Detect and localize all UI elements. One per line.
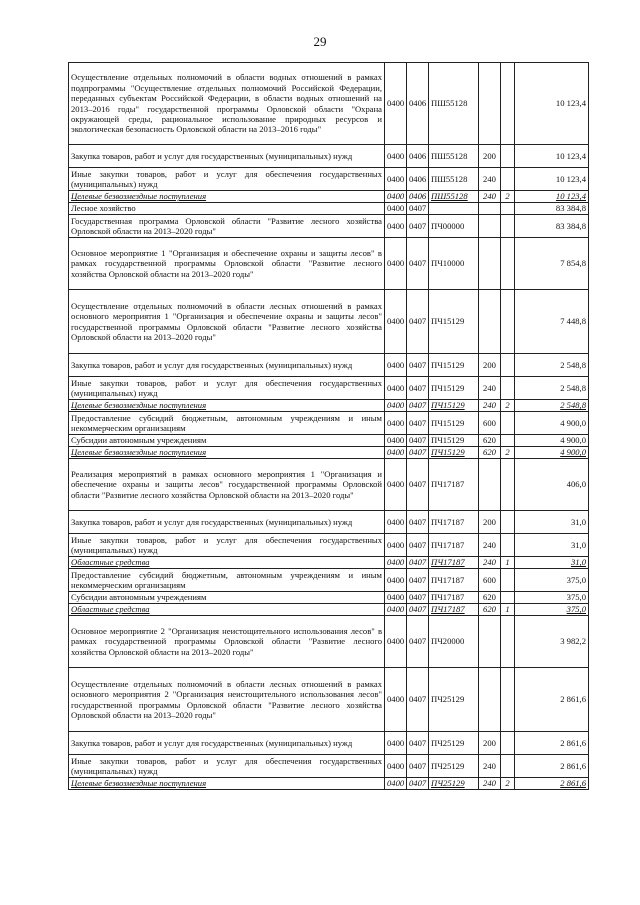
- target-article-code: ПЧ15129: [429, 377, 479, 400]
- target-article-code: ПЧ25129: [429, 732, 479, 755]
- amount-value: 10 123,4: [515, 168, 589, 191]
- amount-value: 4 900,0: [515, 412, 589, 435]
- row-description: Лесное хозяйство: [69, 203, 385, 215]
- funding-source-code: [501, 168, 515, 191]
- table-row: [69, 511, 589, 534]
- funding-source-code: [501, 592, 515, 604]
- row-description: Иные закупки товаров, работ и услуг для обеспечения государственных (муниципальных) нужд: [69, 377, 385, 400]
- row-description: Осуществление отдельных полномочий в области водных отношений в рамках подпрограммы "Осуществление отдельных полномочий Российской Федерации, переданных субъектам Российской Федерации, в области водных отношений на 2013–2016 годы" государственной программы Орловской области "Охрана окружающей среды, рациональное использование природных ресурсов и экологическая безопасность Орловской области на 2013–2016 годы": [69, 63, 385, 145]
- funding-source-code: [501, 534, 515, 557]
- row-description: Реализация мероприятий в рамках основного мероприятия 1 "Организация и обеспечение охраны и защиты лесов" государственной программы Орловской области "Развитие лесного хозяйства Орловской области на 2013–2020 годы": [69, 459, 385, 511]
- table-row: [69, 400, 589, 412]
- amount-value: 31,0: [515, 511, 589, 534]
- target-article-code: ПЧ15129: [429, 412, 479, 435]
- row-description: Целевые безвозмездные поступления: [69, 191, 385, 203]
- subsection-code: 0407: [407, 592, 429, 604]
- amount-value: 375,0: [515, 592, 589, 604]
- target-article-code: ПЧ17187: [429, 592, 479, 604]
- amount-value: 7 854,8: [515, 238, 589, 290]
- funding-source-code: [501, 145, 515, 168]
- table-row: [69, 557, 589, 569]
- row-description: Целевые безвозмездные поступления: [69, 778, 385, 790]
- row-description: Осуществление отдельных полномочий в области лесных отношений в рамках основного мероприятия 1 "Организация и обеспечение охраны и защиты лесов" государственной программы Орловской области "Развитие лесного хозяйства Орловской области на 2013–2020 годы": [69, 290, 385, 354]
- target-article-code: ПЧ17187: [429, 557, 479, 569]
- table-row: [69, 354, 589, 377]
- section-code: 0400: [385, 459, 407, 511]
- table-row: [69, 534, 589, 557]
- subsection-code: 0407: [407, 604, 429, 616]
- amount-value: 4 900,0: [515, 447, 589, 459]
- amount-value: 31,0: [515, 534, 589, 557]
- target-article-code: ПЧ15129: [429, 435, 479, 447]
- expense-type-code: [479, 215, 501, 238]
- subsection-code: 0407: [407, 377, 429, 400]
- section-code: 0400: [385, 755, 407, 778]
- table-row: [69, 616, 589, 668]
- subsection-code: 0407: [407, 459, 429, 511]
- target-article-code: ПЧ15129: [429, 400, 479, 412]
- table-row: [69, 290, 589, 354]
- expense-type-code: 200: [479, 511, 501, 534]
- amount-value: 2 861,6: [515, 778, 589, 790]
- subsection-code: 0407: [407, 400, 429, 412]
- section-code: 0400: [385, 592, 407, 604]
- subsection-code: 0407: [407, 534, 429, 557]
- funding-source-code: [501, 511, 515, 534]
- row-description: Целевые безвозмездные поступления: [69, 447, 385, 459]
- target-article-code: ПШ55128: [429, 63, 479, 145]
- section-code: 0400: [385, 557, 407, 569]
- funding-source-code: [501, 203, 515, 215]
- target-article-code: ПЧ17187: [429, 534, 479, 557]
- funding-source-code: [501, 63, 515, 145]
- target-article-code: ПЧ20000: [429, 616, 479, 668]
- section-code: 0400: [385, 238, 407, 290]
- table-row: [69, 778, 589, 790]
- expense-type-code: 200: [479, 354, 501, 377]
- funding-source-code: [501, 412, 515, 435]
- amount-value: 2 548,8: [515, 354, 589, 377]
- expense-type-code: 620: [479, 435, 501, 447]
- subsection-code: 0406: [407, 145, 429, 168]
- subsection-code: 0406: [407, 191, 429, 203]
- target-article-code: ПЧ15129: [429, 447, 479, 459]
- row-description: Субсидии автономным учреждениям: [69, 435, 385, 447]
- row-description: Основное мероприятие 1 "Организация и обеспечение охраны и защиты лесов" в рамках государственной программы Орловской области "Развитие лесного хозяйства Орловской области на 2013–2020 годы": [69, 238, 385, 290]
- subsection-code: 0407: [407, 203, 429, 215]
- target-article-code: ПЧ17187: [429, 569, 479, 592]
- expense-type-code: [479, 459, 501, 511]
- subsection-code: 0407: [407, 354, 429, 377]
- section-code: 0400: [385, 732, 407, 755]
- amount-value: 2 548,8: [515, 400, 589, 412]
- target-article-code: ПЧ00000: [429, 215, 479, 238]
- expense-type-code: 240: [479, 755, 501, 778]
- expense-type-code: [479, 668, 501, 732]
- expense-type-code: 620: [479, 592, 501, 604]
- target-article-code: ПЧ25129: [429, 755, 479, 778]
- subsection-code: 0407: [407, 616, 429, 668]
- table-row: [69, 732, 589, 755]
- expense-type-code: 240: [479, 778, 501, 790]
- subsection-code: 0406: [407, 168, 429, 191]
- target-article-code: ПЧ10000: [429, 238, 479, 290]
- funding-source-code: [501, 290, 515, 354]
- section-code: 0400: [385, 435, 407, 447]
- table-row: [69, 377, 589, 400]
- amount-value: 7 448,8: [515, 290, 589, 354]
- section-code: 0400: [385, 412, 407, 435]
- expense-type-code: 240: [479, 400, 501, 412]
- funding-source-code: 1: [501, 604, 515, 616]
- subsection-code: 0407: [407, 557, 429, 569]
- subsection-code: 0407: [407, 569, 429, 592]
- target-article-code: ПЧ15129: [429, 290, 479, 354]
- target-article-code: ПШ55128: [429, 168, 479, 191]
- section-code: 0400: [385, 569, 407, 592]
- amount-value: 83 384,8: [515, 203, 589, 215]
- funding-source-code: 2: [501, 778, 515, 790]
- funding-source-code: [501, 435, 515, 447]
- amount-value: 2 861,6: [515, 732, 589, 755]
- target-article-code: ПЧ17187: [429, 459, 479, 511]
- table-row: [69, 668, 589, 732]
- page-number: 29: [313, 34, 327, 49]
- section-code: 0400: [385, 377, 407, 400]
- target-article-code: ПШ55128: [429, 191, 479, 203]
- section-code: 0400: [385, 668, 407, 732]
- expense-type-code: 620: [479, 447, 501, 459]
- section-code: 0400: [385, 534, 407, 557]
- subsection-code: 0407: [407, 732, 429, 755]
- table-row: [69, 168, 589, 191]
- expense-type-code: 240: [479, 534, 501, 557]
- section-code: 0400: [385, 145, 407, 168]
- section-code: 0400: [385, 354, 407, 377]
- amount-value: 10 123,4: [515, 63, 589, 145]
- target-article-code: [429, 203, 479, 215]
- amount-value: 375,0: [515, 569, 589, 592]
- subsection-code: 0407: [407, 668, 429, 732]
- funding-source-code: 2: [501, 447, 515, 459]
- subsection-code: 0407: [407, 412, 429, 435]
- subsection-code: 0407: [407, 215, 429, 238]
- funding-source-code: [501, 668, 515, 732]
- target-article-code: ПШ55128: [429, 145, 479, 168]
- section-code: 0400: [385, 447, 407, 459]
- amount-value: 375,0: [515, 604, 589, 616]
- expense-type-code: 240: [479, 377, 501, 400]
- table-row: [69, 215, 589, 238]
- row-description: Предоставление субсидий бюджетным, автономным учреждениям и иным некоммерческим организациям: [69, 412, 385, 435]
- table-row: [69, 447, 589, 459]
- expense-type-code: [479, 616, 501, 668]
- row-description: Областные средства: [69, 604, 385, 616]
- amount-value: 10 123,4: [515, 145, 589, 168]
- row-description: Осуществление отдельных полномочий в области лесных отношений в рамках основного мероприятия 2 "Организация неистощительного использования лесов" государственной программы Орловской области "Развитие лесного хозяйства Орловской области на 2013–2020 годы": [69, 668, 385, 732]
- row-description: Областные средства: [69, 557, 385, 569]
- expense-type-code: [479, 290, 501, 354]
- expense-type-code: [479, 63, 501, 145]
- expense-type-code: 200: [479, 732, 501, 755]
- amount-value: 2 861,6: [515, 668, 589, 732]
- target-article-code: ПЧ17187: [429, 604, 479, 616]
- table-row: [69, 191, 589, 203]
- expense-type-code: 240: [479, 557, 501, 569]
- table-row: [69, 604, 589, 616]
- target-article-code: ПЧ25129: [429, 668, 479, 732]
- subsection-code: 0407: [407, 435, 429, 447]
- funding-source-code: [501, 755, 515, 778]
- amount-value: 4 900,0: [515, 435, 589, 447]
- amount-value: 83 384,8: [515, 215, 589, 238]
- table-row: [69, 569, 589, 592]
- expense-type-code: 600: [479, 569, 501, 592]
- subsection-code: 0407: [407, 238, 429, 290]
- table-row: [69, 63, 589, 145]
- section-code: 0400: [385, 63, 407, 145]
- table-row: [69, 592, 589, 604]
- table-row: [69, 238, 589, 290]
- target-article-code: ПЧ17187: [429, 511, 479, 534]
- row-description: Закупка товаров, работ и услуг для государственных (муниципальных) нужд: [69, 145, 385, 168]
- table-row: [69, 459, 589, 511]
- row-description: Закупка товаров, работ и услуг для государственных (муниципальных) нужд: [69, 511, 385, 534]
- row-description: Иные закупки товаров, работ и услуг для обеспечения государственных (муниципальных) нужд: [69, 168, 385, 191]
- table-body: [69, 63, 589, 790]
- section-code: 0400: [385, 191, 407, 203]
- funding-source-code: 1: [501, 557, 515, 569]
- table-row: [69, 435, 589, 447]
- funding-source-code: [501, 569, 515, 592]
- row-description: Иные закупки товаров, работ и услуг для обеспечения государственных (муниципальных) нужд: [69, 755, 385, 778]
- amount-value: 10 123,4: [515, 191, 589, 203]
- section-code: 0400: [385, 400, 407, 412]
- target-article-code: ПЧ15129: [429, 354, 479, 377]
- amount-value: 3 982,2: [515, 616, 589, 668]
- section-code: 0400: [385, 604, 407, 616]
- section-code: 0400: [385, 778, 407, 790]
- amount-value: 31,0: [515, 557, 589, 569]
- amount-value: 406,0: [515, 459, 589, 511]
- funding-source-code: [501, 732, 515, 755]
- section-code: 0400: [385, 616, 407, 668]
- target-article-code: ПЧ25129: [429, 778, 479, 790]
- section-code: 0400: [385, 203, 407, 215]
- expense-type-code: 200: [479, 145, 501, 168]
- section-code: 0400: [385, 168, 407, 191]
- expense-type-code: 600: [479, 412, 501, 435]
- amount-value: 2 861,6: [515, 755, 589, 778]
- funding-source-code: 2: [501, 191, 515, 203]
- expense-type-code: [479, 238, 501, 290]
- row-description: Закупка товаров, работ и услуг для государственных (муниципальных) нужд: [69, 732, 385, 755]
- row-description: Государственная программа Орловской области "Развитие лесного хозяйства Орловской области на 2013–2020 годы": [69, 215, 385, 238]
- expense-type-code: [479, 203, 501, 215]
- section-code: 0400: [385, 215, 407, 238]
- row-description: Целевые безвозмездные поступления: [69, 400, 385, 412]
- table-row: [69, 203, 589, 215]
- section-code: 0400: [385, 290, 407, 354]
- subsection-code: 0407: [407, 447, 429, 459]
- funding-source-code: [501, 616, 515, 668]
- subsection-code: 0407: [407, 778, 429, 790]
- funding-source-code: [501, 354, 515, 377]
- table-row: [69, 755, 589, 778]
- budget-table: [68, 62, 589, 790]
- row-description: Иные закупки товаров, работ и услуг для обеспечения государственных (муниципальных) нужд: [69, 534, 385, 557]
- expense-type-code: 240: [479, 168, 501, 191]
- funding-source-code: 2: [501, 400, 515, 412]
- section-code: 0400: [385, 511, 407, 534]
- subsection-code: 0407: [407, 755, 429, 778]
- amount-value: 2 548,8: [515, 377, 589, 400]
- funding-source-code: [501, 459, 515, 511]
- expense-type-code: 240: [479, 191, 501, 203]
- row-description: Субсидии автономным учреждениям: [69, 592, 385, 604]
- funding-source-code: [501, 215, 515, 238]
- row-description: Основное мероприятие 2 "Организация неистощительного использования лесов" в рамках государственной программы Орловской области "Развитие лесного хозяйства Орловской области на 2013–2020 годы": [69, 616, 385, 668]
- expense-type-code: 620: [479, 604, 501, 616]
- subsection-code: 0407: [407, 290, 429, 354]
- row-description: Предоставление субсидий бюджетным, автономным учреждениям и иным некоммерческим организациям: [69, 569, 385, 592]
- funding-source-code: [501, 377, 515, 400]
- table-row: [69, 412, 589, 435]
- subsection-code: 0406: [407, 63, 429, 145]
- funding-source-code: [501, 238, 515, 290]
- subsection-code: 0407: [407, 511, 429, 534]
- row-description: Закупка товаров, работ и услуг для государственных (муниципальных) нужд: [69, 354, 385, 377]
- table-row: [69, 145, 589, 168]
